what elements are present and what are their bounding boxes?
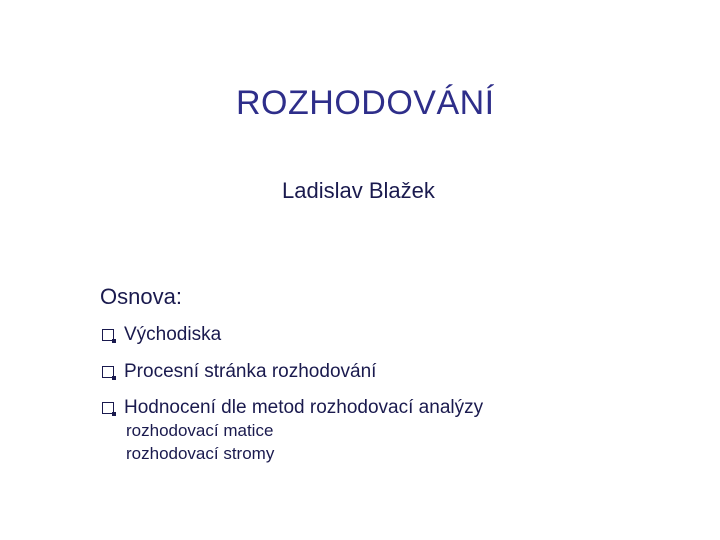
hollow-square-icon [102,329,114,341]
hollow-square-icon [102,402,114,414]
author-name: Ladislav Blažek [282,178,435,203]
outline-item [102,397,483,419]
outline-subitem: rozhodovací matice [126,421,274,440]
outline-item-label: Procesní stránka rozhodování [124,361,377,382]
outline-item [102,324,221,346]
outline-item-label: Východiska [124,324,222,345]
outline-heading: Osnova: [100,284,182,309]
outline-subitem: rozhodovací stromy [126,444,275,463]
hollow-square-icon [102,366,114,378]
slide-title: ROZHODOVÁNÍ [236,84,495,122]
outline-item [102,361,376,383]
outline-item-label: Hodnocení dle metod rozhodovací analýzy [124,397,484,418]
